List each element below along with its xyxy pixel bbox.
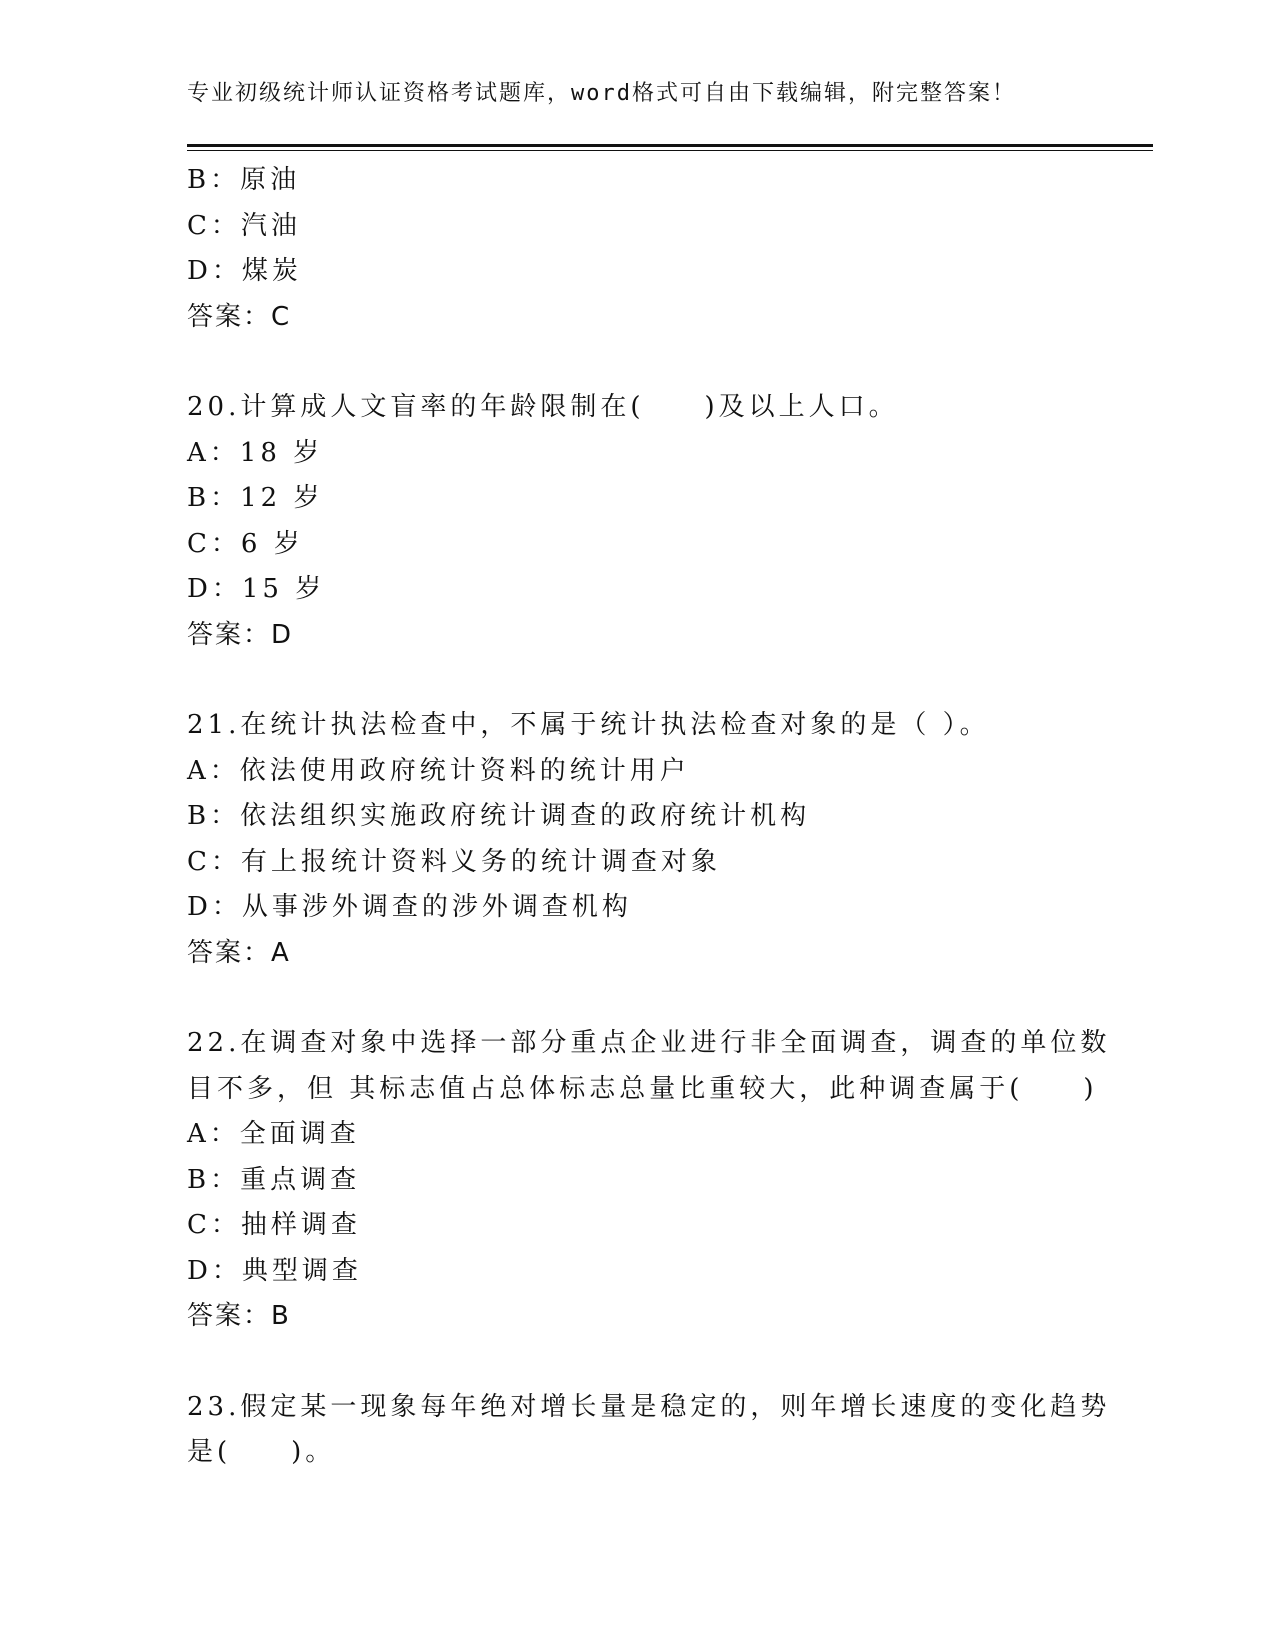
option-d: D：煤炭	[187, 256, 302, 286]
option-a: A：全面调查	[187, 1119, 360, 1149]
option-c: C：抽样调查	[187, 1210, 361, 1240]
option-c: C：6 岁	[187, 528, 304, 559]
option-b: B：重点调查	[187, 1164, 361, 1195]
question-stem-cont: 目不多，但 其标志值占总体标志总量比重较大，此种调查属于( )	[187, 1073, 1098, 1104]
option-a: A：18 岁	[187, 437, 324, 468]
answer-line: 答案：D	[187, 619, 294, 650]
option-b: B：12 岁	[187, 483, 324, 513]
option-c: C：有上报统计资料义务的统计调查对象	[187, 846, 721, 877]
answer-line: 答案：C	[187, 301, 292, 332]
header-divider-thin	[187, 150, 1153, 151]
question-stem: 21.在统计执法检查中，不属于统计执法检查对象的是（ ）。	[187, 710, 990, 740]
option-d: D：15 岁	[187, 574, 326, 604]
option-d: D：典型调查	[187, 1255, 362, 1286]
question-stem: 22.在调查对象中选择一部分重点企业进行非全面调查，调查的单位数	[187, 1028, 1111, 1058]
page-header: 专业初级统计师认证资格考试题库，word格式可自由下载编辑，附完整答案！	[187, 81, 1016, 106]
answer-line: 答案：B	[187, 1301, 291, 1331]
answer-line: 答案：A	[187, 937, 291, 968]
option-b: B：原油	[187, 165, 301, 195]
question-content	[187, 158, 1111, 1476]
question-stem: 20.计算成人文盲率的年龄限制在( )及以上人口。	[187, 392, 899, 422]
option-c: C：汽油	[187, 210, 301, 241]
option-b: B：依法组织实施政府统计调查的政府统计机构	[187, 801, 811, 831]
option-d: D：从事涉外调查的涉外调查机构	[187, 892, 632, 922]
question-stem: 23.假定某一现象每年绝对增长量是稳定的，则年增长速度的变化趋势	[187, 1391, 1111, 1422]
option-a: A：依法使用政府统计资料的统计用户	[187, 755, 690, 786]
question-stem-cont: 是( )。	[187, 1437, 336, 1467]
header-divider-thick	[187, 144, 1153, 147]
